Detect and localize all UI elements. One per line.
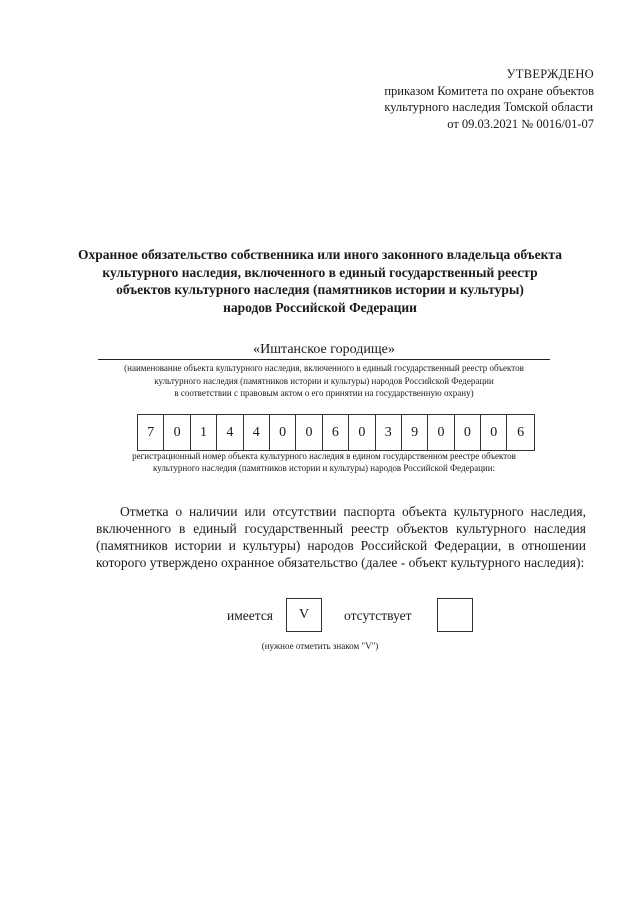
reg-digit: 1 <box>191 415 217 450</box>
reg-digit: 0 <box>270 415 296 450</box>
reg-digit: 0 <box>164 415 190 450</box>
exists-checkbox[interactable]: V <box>286 598 322 632</box>
reg-digit: 6 <box>517 424 525 440</box>
approval-heading: УТВЕРЖДЕНО <box>506 67 594 81</box>
approval-block <box>384 66 594 132</box>
title-line-4: народов Российской Федерации <box>223 299 417 315</box>
object-caption-line-1: (наименование объекта культурного наследия, включенного в единый государственный реестр объектов <box>124 363 524 373</box>
object-name: «Иштанское городище» <box>98 342 550 360</box>
reg-digit: 0 <box>296 415 322 450</box>
exists-label: имеется <box>227 608 274 623</box>
reg-digit: 0 <box>349 415 375 450</box>
mark-note: (нужное отметить знаком "V") <box>261 641 379 651</box>
reg-digit: 4 <box>217 415 243 450</box>
object-caption-line-3: в соответствии с правовым актом о его принятии на государственную охрану) <box>174 388 474 398</box>
reg-digit: 0 <box>481 415 507 450</box>
reg-digit: 0 <box>455 415 481 450</box>
reg-digit: 0 <box>428 415 454 450</box>
approval-line-2: культурного наследия Томской области <box>384 100 594 114</box>
reg-digit: 4 <box>244 415 270 450</box>
registration-number-grid <box>137 414 535 451</box>
title-line-1: Охранное обязательство собственника или иного законного владельца объекта <box>78 247 562 262</box>
absent-label: отсутствует <box>344 608 412 623</box>
reg-digit: 7 <box>138 415 164 450</box>
registration-caption-line-2: культурного наследия (памятников истории и культуры) народов Российской Федерации: <box>152 463 496 473</box>
registration-caption-line-1: регистрационный номер объекта культурного наследия в едином государственном реестре объектов <box>132 451 516 461</box>
absent-checkbox[interactable] <box>437 598 473 632</box>
title-line-2: культурного наследия, включенного в единый государственный реестр <box>102 264 538 280</box>
reg-digit: 6 <box>323 415 349 450</box>
object-caption <box>98 362 550 400</box>
object-caption-line-2: культурного наследия (памятников истории и культуры) народов Российской Федерации <box>154 375 494 386</box>
approval-line-1: приказом Комитета по охране объектов <box>384 83 594 98</box>
approval-line-3: от 09.03.2021 № 0016/01-07 <box>447 116 594 131</box>
reg-digit: 3 <box>376 415 402 450</box>
passport-choice <box>0 598 640 634</box>
document-title <box>60 246 580 316</box>
title-line-3: объектов культурного наследия (памятников истории и культуры) <box>116 282 524 297</box>
reg-digit: 9 <box>402 415 428 450</box>
registration-caption <box>98 450 550 474</box>
passport-paragraph: Отметка о наличии или отсутствии паспорта объекта культурного наследия, включенного в единый государственный реестр объектов культурного наследия (памятников истории и культуры) народов Российской Федерации, в отношении которого утверждено охранное обязательство (далее - объект культурного наследия): <box>96 504 586 570</box>
